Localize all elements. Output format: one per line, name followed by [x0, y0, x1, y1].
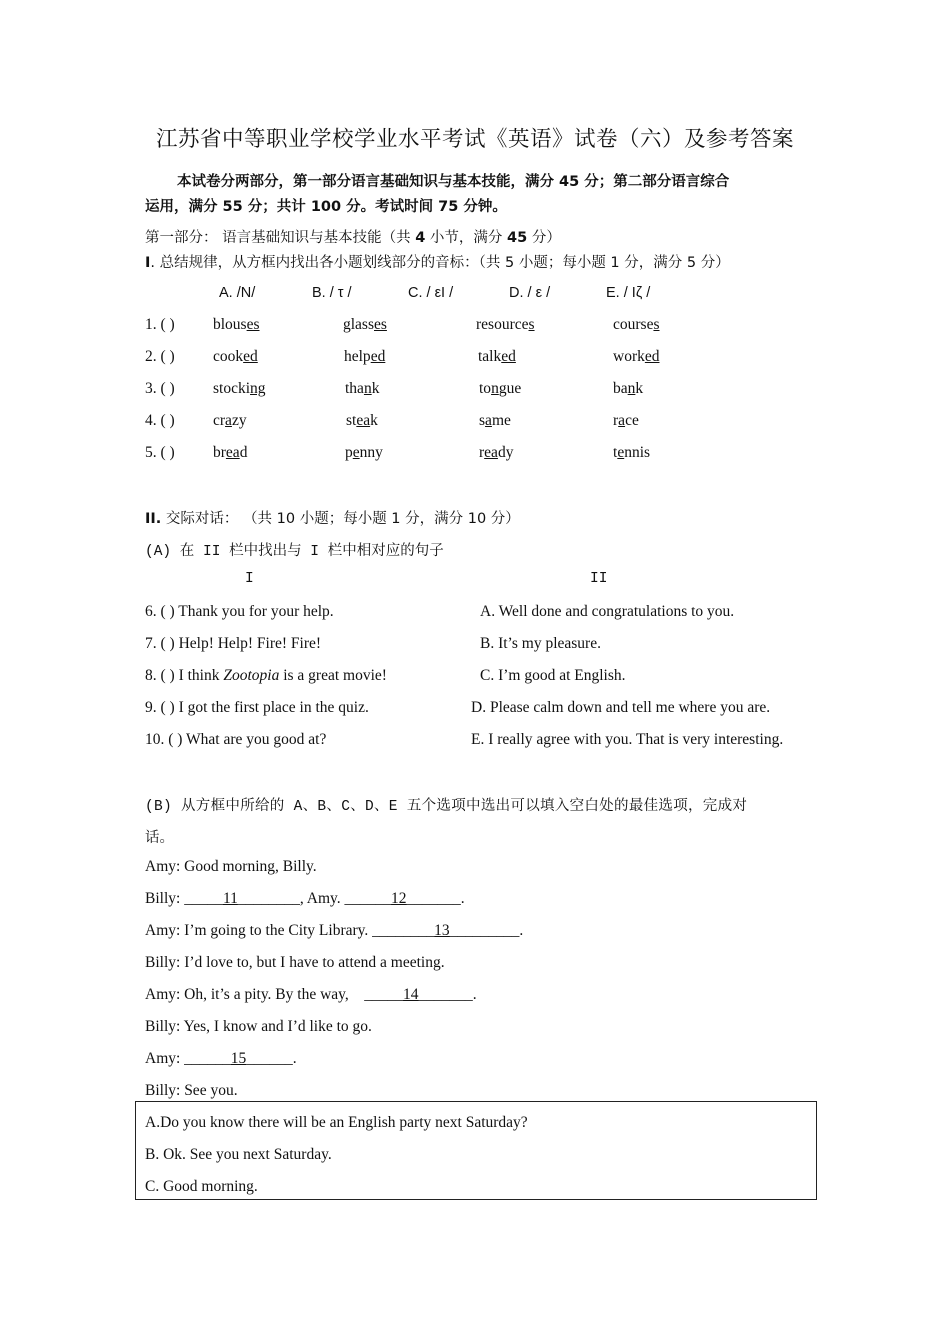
- option-a: A. /N/: [219, 285, 256, 301]
- q4-word-2: steak: [346, 412, 378, 429]
- q5-word-4: tennis: [613, 444, 651, 461]
- dialogue-line-6: Billy: Yes, I know and I’d like to go.: [145, 1018, 372, 1035]
- q3-word-4: bank: [613, 380, 644, 397]
- dialogue-line-4: Billy: I’d love to, but I have to attend a meeting.: [145, 954, 445, 971]
- dialogue-line-3: Amy: I’m going to the City Library. ________13_________.: [145, 922, 524, 939]
- q2-word-4: worked: [613, 348, 660, 365]
- option-b: B. / τ /: [312, 285, 352, 301]
- q4-label: 4. ( ): [145, 412, 175, 429]
- blank-15: 15: [230, 1050, 247, 1067]
- part1-heading-pre: 第一部分： 语言基础知识与基本技能（共: [145, 230, 416, 246]
- part1-heading-post: 分）: [527, 230, 561, 246]
- partB-instruction-1: (B) 从方框中所给的 A、B、C、D、E 五个选项中选出可以填入空白处的最佳选项，完成对: [145, 799, 748, 815]
- section1-instruction: . 总结规律，从方框内找出各小题划线部分的音标：（共 5 小题；每小题 1 分，满分 5 分）: [150, 255, 730, 271]
- q1-word-3: resources: [476, 316, 535, 333]
- partB-instruction-2: 话。: [145, 831, 174, 847]
- q5-word-3: ready: [479, 444, 514, 461]
- q5-word-2: penny: [345, 444, 383, 461]
- part1-heading-mid: 小节，满分: [425, 230, 508, 246]
- q3-word-3: tongue: [479, 380, 522, 397]
- column-2-header: II: [590, 571, 608, 587]
- q1-word-2: glasses: [343, 316, 387, 333]
- dialog-left-6: 6. ( ) Thank you for your help.: [145, 603, 334, 620]
- q4-word-3: same: [479, 412, 511, 429]
- q2-word-1: cooked: [213, 348, 258, 365]
- dialog-right-a: A. Well done and congratulations to you.: [480, 603, 735, 620]
- dialog-right-d: D. Please calm down and tell me where you are.: [471, 699, 771, 716]
- q4-word-1: crazy: [213, 412, 247, 429]
- blank-13: 13: [434, 922, 450, 939]
- q4-word-4: race: [613, 412, 639, 429]
- blank-11: 11: [222, 890, 238, 907]
- blank-14: 14: [403, 986, 419, 1003]
- intro-line-2: 运用，满分 55 分；共计 100 分。考试时间 75 分钟。: [145, 199, 507, 215]
- dialog-right-e: E. I really agree with you. That is very interesting.: [471, 731, 784, 748]
- dialogue-line-5: Amy: Oh, it’s a pity. By the way, _____14_______.: [145, 986, 477, 1003]
- q1-word-1: blouses: [213, 316, 260, 333]
- box-option-b: B. Ok. See you next Saturday.: [145, 1146, 332, 1163]
- dialog-left-7: 7. ( ) Help! Help! Fire! Fire!: [145, 635, 322, 652]
- blank-12: 12: [391, 890, 407, 907]
- option-d: D. / ε /: [509, 285, 551, 301]
- box-option-a: A.Do you know there will be an English party next Saturday?: [145, 1114, 528, 1131]
- section1-heading: [145, 251, 730, 272]
- option-c: C. / εI /: [408, 285, 454, 301]
- dialog-left-8: 8. ( ) I think Zootopia is a great movie!: [145, 667, 387, 684]
- part1-heading-num1: 4: [415, 230, 426, 246]
- q5-word-1: bread: [213, 444, 248, 461]
- part1-heading-num2: 45: [507, 230, 528, 246]
- dialogue-line-8: Billy: See you.: [145, 1082, 238, 1099]
- dialog-right-b: B. It’s my pleasure.: [480, 635, 601, 652]
- q5-label: 5. ( ): [145, 444, 175, 461]
- q2-word-2: helped: [344, 348, 386, 365]
- section1-numeral: I: [145, 255, 151, 271]
- q2-word-3: talked: [478, 348, 516, 365]
- box-option-c: C. Good morning.: [145, 1178, 258, 1195]
- q1-label: 1. ( ): [145, 316, 175, 333]
- part1-heading: [145, 226, 561, 247]
- intro-line-1: 本试卷分两部分，第一部分语言基础知识与基本技能，满分 45 分；第二部分语言综合: [177, 174, 730, 190]
- dialogue-line-7: Amy: ______15______.: [145, 1050, 297, 1067]
- page-title: 江苏省中等职业学校学业水平考试《英语》试卷（六）及参考答案: [155, 127, 794, 151]
- dialog-right-c: C. I’m good at English.: [480, 667, 626, 684]
- section2-heading: [145, 507, 520, 528]
- q3-word-1: stocking: [213, 380, 266, 397]
- section2-heading-text: 交际对话： （共 10 小题；每小题 1 分，满分 10 分）: [161, 511, 520, 527]
- dialog-left-10: 10. ( ) What are you good at?: [145, 731, 327, 748]
- partA-instruction: (A) 在 II 栏中找出与 I 栏中相对应的句子: [145, 544, 444, 560]
- dialogue-line-2: Billy: _____11________, Amy. ______12_______.: [145, 890, 465, 907]
- q3-word-2: thank: [345, 380, 380, 397]
- section2-numeral: II.: [145, 511, 162, 527]
- q3-label: 3. ( ): [145, 380, 175, 397]
- column-1-header: I: [245, 571, 254, 587]
- dialogue-line-1: Amy: Good morning, Billy.: [145, 858, 317, 875]
- dialog-left-9: 9. ( ) I got the first place in the quiz.: [145, 699, 369, 716]
- q2-label: 2. ( ): [145, 348, 175, 365]
- option-e: E. / Iζ /: [606, 285, 651, 301]
- q1-word-4: courses: [613, 316, 660, 333]
